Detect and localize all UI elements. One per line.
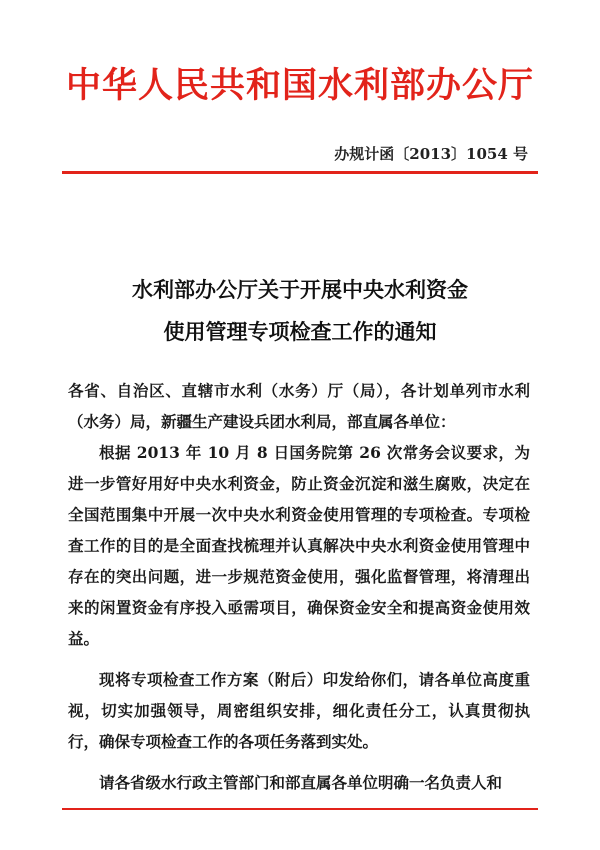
body-paragraph-1: 根据 2013 年 10 月 8 日国务院第 26 次常务会议要求，为进一步管好用好中央水利资金，防止资金沉淀和滋生腐败，决定在全国范围集中开展一次中央水利资金使用管理的专项检查。专项检查工作的目的是全面查找梳理并认真解决中央水利资金使用管理中存在的突出问题，进一步规范资金使用，强化监督管理，将清理出来的闲置资金有序投入亟需项目，确保资金安全和提高资金使用效益。 bbox=[68, 443, 530, 648]
body-paragraph-3: 请各省级水行政主管部门和部直属各单位明确一名负责人和 bbox=[99, 773, 503, 792]
document-title bbox=[0, 269, 600, 353]
header-red-rule bbox=[62, 171, 538, 174]
addressee-paragraph: 各省、自治区、直辖市水利（水务）厅（局），各计划单列市水利（水务）局，新疆生产建设兵团水利局，部直属各单位： bbox=[68, 381, 530, 431]
footer-red-rule bbox=[62, 808, 538, 810]
body-paragraph-2: 现将专项检查工作方案（附后）印发给你们，请各单位高度重视，切实加强领导，周密组织安排，细化责任分工，认真贯彻执行，确保专项检查工作的各项任务落到实处。 bbox=[68, 670, 530, 751]
title-line-2: 使用管理专项检查工作的通知 bbox=[163, 319, 437, 344]
issuer-header: 中华人民共和国水利部办公厅 bbox=[65, 66, 534, 106]
document-body bbox=[68, 375, 530, 798]
document-number: 办规计函〔2013〕1054 号 bbox=[334, 145, 528, 163]
title-line-1: 水利部办公厅关于开展中央水利资金 bbox=[132, 277, 468, 302]
